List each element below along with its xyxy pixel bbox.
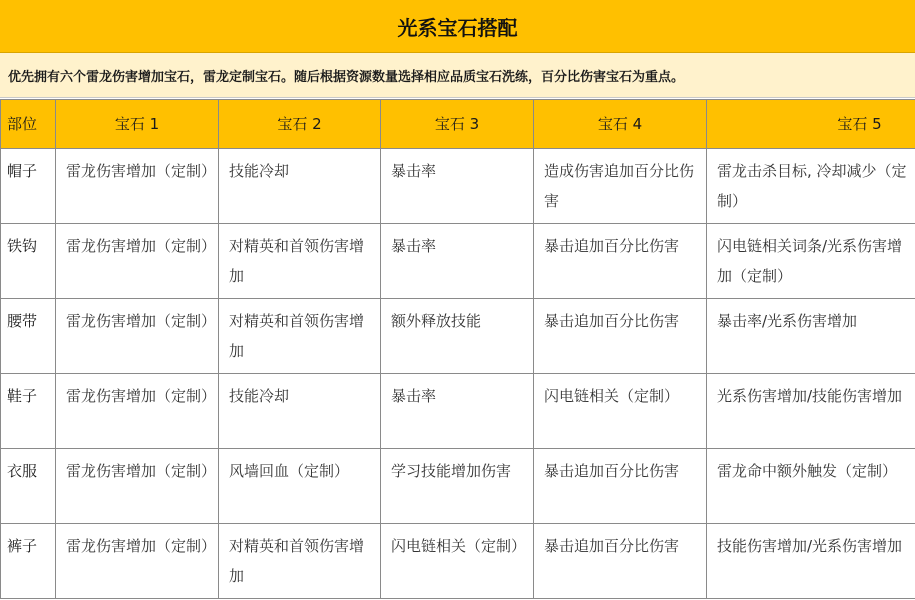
header-part: 部位 bbox=[1, 100, 56, 149]
table-body bbox=[1, 149, 915, 599]
gem-text: 额外释放技能 bbox=[391, 312, 482, 330]
gem-text: 雷龙命中额外触发（定制） bbox=[717, 462, 898, 480]
gem-cell bbox=[56, 449, 219, 524]
gem-cell bbox=[381, 374, 534, 449]
gem-text: 雷龙伤害增加（定制） bbox=[66, 462, 217, 480]
gem-text: 暴击追加百分比伤害 bbox=[544, 462, 680, 480]
gem-text: 暴击率/光系伤害增加 bbox=[717, 312, 858, 330]
gem-text: 闪电链相关（定制） bbox=[544, 387, 680, 405]
table-row bbox=[1, 224, 915, 299]
part-label: 帽子 bbox=[7, 162, 38, 180]
header-gem-2: 宝石 2 bbox=[219, 100, 381, 149]
gem-cell bbox=[381, 299, 534, 374]
gem-cell bbox=[219, 374, 381, 449]
gem-cell bbox=[381, 524, 534, 599]
part-cell bbox=[1, 224, 56, 299]
gem-text: 风墙回血（定制） bbox=[229, 462, 350, 480]
part-label: 裤子 bbox=[7, 537, 38, 555]
gem-cell bbox=[707, 149, 915, 224]
part-label: 铁钩 bbox=[7, 237, 38, 255]
gem-cell bbox=[707, 224, 915, 299]
header-gem-4: 宝石 4 bbox=[534, 100, 707, 149]
table-header bbox=[1, 100, 915, 149]
part-label: 衣服 bbox=[7, 462, 38, 480]
header-row bbox=[1, 100, 915, 149]
gem-text: 学习技能增加伤害 bbox=[391, 462, 512, 480]
part-label: 腰带 bbox=[7, 312, 38, 330]
gem-cell bbox=[707, 374, 915, 449]
gem-text: 暴击追加百分比伤害 bbox=[544, 237, 680, 255]
gem-text: 技能冷却 bbox=[229, 387, 290, 405]
gem-text: 光系伤害增加/技能伤害增加 bbox=[717, 387, 903, 405]
table-row bbox=[1, 449, 915, 524]
gem-text: 暴击追加百分比伤害 bbox=[544, 537, 680, 555]
part-cell bbox=[1, 374, 56, 449]
part-cell bbox=[1, 299, 56, 374]
gem-cell bbox=[219, 299, 381, 374]
gem-text: 对精英和首领伤害增加 bbox=[229, 312, 365, 360]
gem-cell bbox=[534, 224, 707, 299]
gem-text: 雷龙伤害增加（定制） bbox=[66, 387, 217, 405]
part-label: 鞋子 bbox=[7, 387, 38, 405]
gem-text: 技能冷却 bbox=[229, 162, 290, 180]
gem-text: 雷龙伤害增加（定制） bbox=[66, 237, 217, 255]
gem-cell bbox=[219, 524, 381, 599]
part-cell bbox=[1, 524, 56, 599]
table-row bbox=[1, 149, 915, 224]
gem-text: 雷龙伤害增加（定制） bbox=[66, 537, 217, 555]
gem-cell bbox=[534, 374, 707, 449]
page-title: 光系宝石搭配 bbox=[0, 0, 915, 53]
gem-cell bbox=[534, 524, 707, 599]
gem-cell bbox=[219, 149, 381, 224]
gem-cell bbox=[381, 224, 534, 299]
gem-text: 造成伤害追加百分比伤害 bbox=[544, 162, 695, 210]
priority-note: 优先拥有六个雷龙伤害增加宝石，雷龙定制宝石。随后根据资源数量选择相应品质宝石洗练，百分比伤害宝石为重点。 bbox=[0, 53, 915, 98]
gem-text: 对精英和首领伤害增加 bbox=[229, 537, 365, 585]
gem-text: 闪电链相关（定制） bbox=[391, 537, 527, 555]
gem-cell bbox=[56, 374, 219, 449]
gem-cell bbox=[381, 149, 534, 224]
gem-cell bbox=[707, 449, 915, 524]
gem-text: 雷龙伤害增加（定制） bbox=[66, 162, 217, 180]
gem-cell bbox=[534, 149, 707, 224]
gem-text: 暴击率 bbox=[391, 237, 437, 255]
gem-cell bbox=[56, 299, 219, 374]
table-row bbox=[1, 524, 915, 599]
gem-text: 对精英和首领伤害增加 bbox=[229, 237, 365, 285]
gem-cell bbox=[219, 224, 381, 299]
gem-text: 暴击率 bbox=[391, 387, 437, 405]
part-cell bbox=[1, 149, 56, 224]
header-gem-5: 宝石 5 bbox=[707, 100, 915, 149]
gem-text: 闪电链相关词条/光系伤害增加（定制） bbox=[717, 237, 903, 285]
gem-text: 暴击率 bbox=[391, 162, 437, 180]
gem-cell bbox=[381, 449, 534, 524]
gem-cell bbox=[707, 299, 915, 374]
table-row bbox=[1, 299, 915, 374]
gem-text: 雷龙伤害增加（定制） bbox=[66, 312, 217, 330]
header-gem-3: 宝石 3 bbox=[381, 100, 534, 149]
header-gem-1: 宝石 1 bbox=[56, 100, 219, 149]
gem-cell bbox=[219, 449, 381, 524]
gem-cell bbox=[56, 524, 219, 599]
gem-cell bbox=[56, 224, 219, 299]
gem-cell bbox=[56, 149, 219, 224]
gem-text: 技能伤害增加/光系伤害增加 bbox=[717, 537, 903, 555]
gem-table bbox=[0, 99, 915, 599]
gem-text: 雷龙击杀目标, 冷却减少（定制） bbox=[717, 162, 907, 210]
part-cell bbox=[1, 449, 56, 524]
gem-text: 暴击追加百分比伤害 bbox=[544, 312, 680, 330]
table-row bbox=[1, 374, 915, 449]
gem-cell bbox=[534, 299, 707, 374]
gem-cell bbox=[707, 524, 915, 599]
gem-cell bbox=[534, 449, 707, 524]
